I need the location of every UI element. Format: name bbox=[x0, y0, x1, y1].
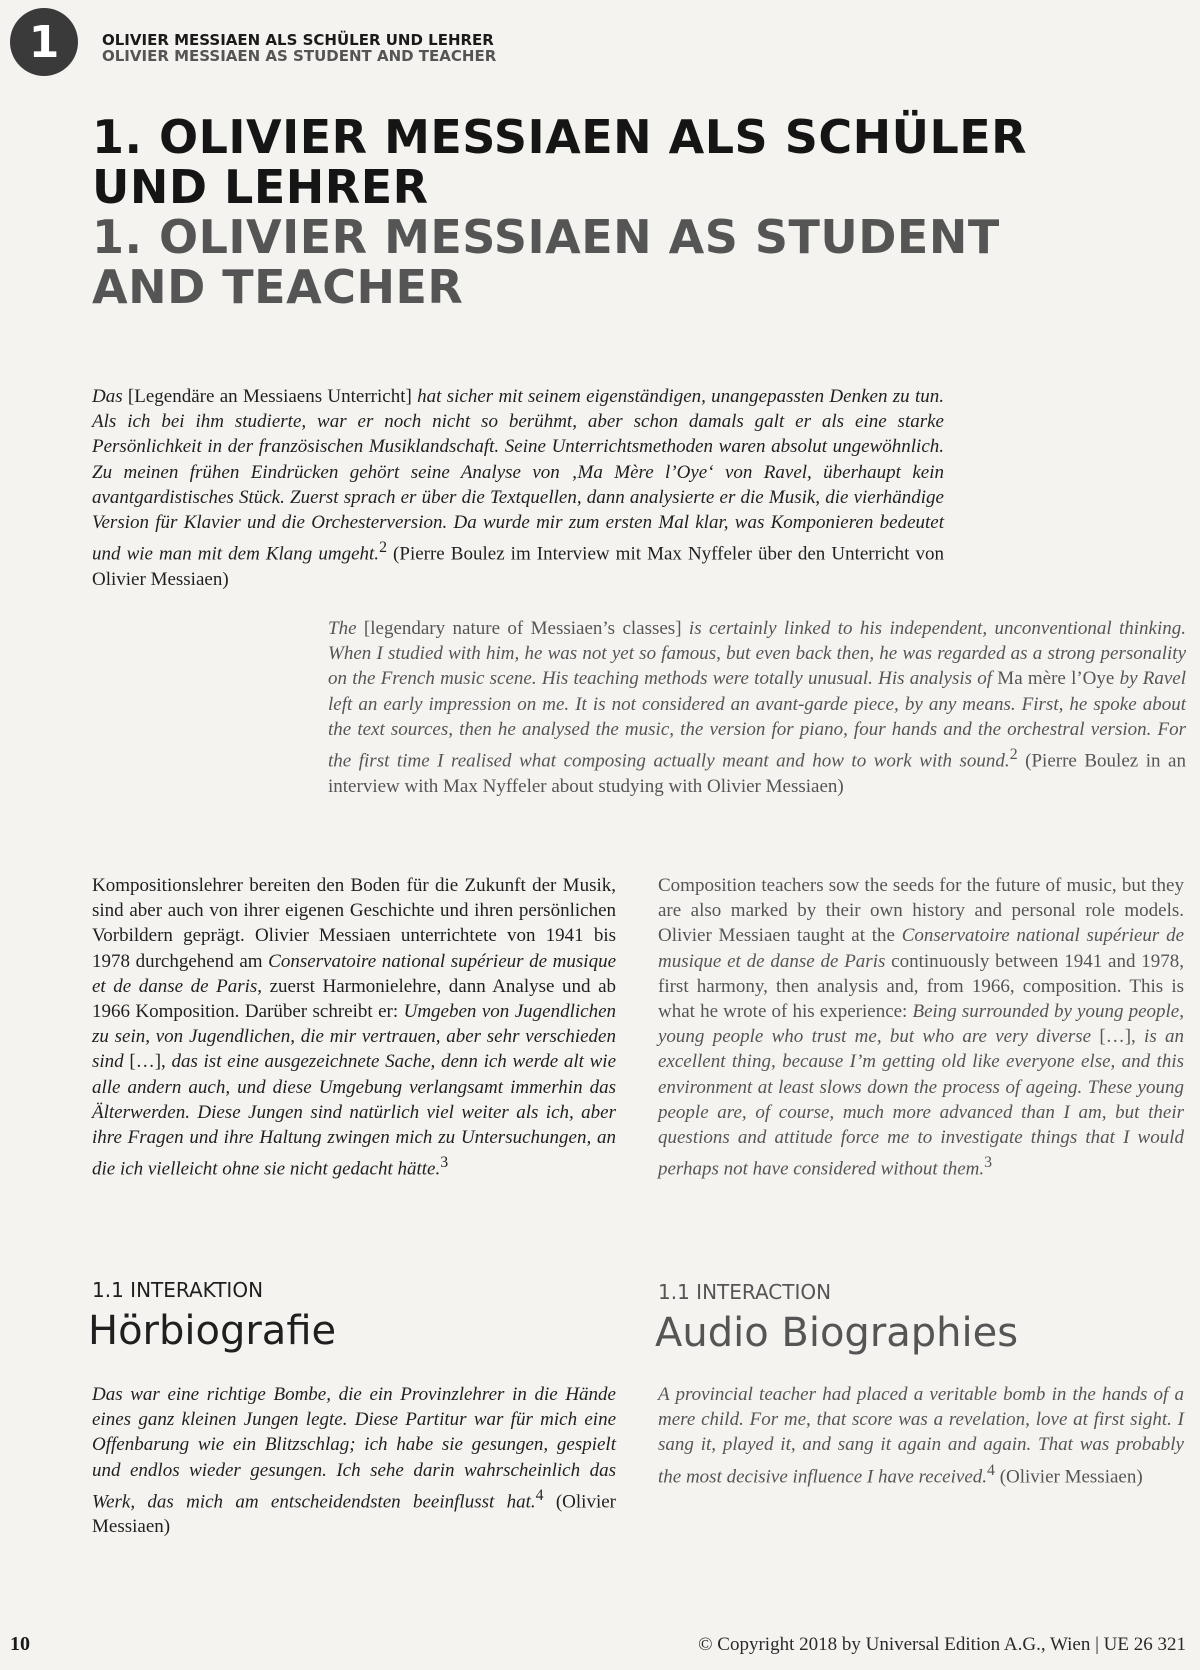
quote-text: Das bbox=[92, 386, 128, 407]
quote-bracket-text: [legendary nature of Messiaen’s classes] bbox=[363, 618, 682, 639]
footnote-mark: 4 bbox=[987, 1461, 995, 1479]
chapter-title-german: 1. OLIVIER MESSIAEN ALS SCHÜLER UND LEHRER bbox=[92, 110, 1028, 214]
footnote-mark: 3 bbox=[984, 1154, 993, 1172]
body-text: Kompositionslehrer bereiten den Boden für die Zukunft der Musik, sind aber auch von ihrer eigenen Geschichte und ihren persönlichen Vorbildern geprägt. Olivier Messiaen unterrichtete von 1941 bis 1978 durchgehend am bbox=[92, 875, 616, 972]
footnote-mark: 3 bbox=[440, 1154, 449, 1172]
chapter-number-badge: 1 bbox=[10, 8, 78, 76]
running-head-english: OLIVIER MESSIAEN AS STUDENT AND TEACHER bbox=[102, 47, 497, 65]
footnote-mark: 2 bbox=[1009, 746, 1018, 764]
institution-name: Conservatoire national supérieur de musique et de danse de Paris bbox=[658, 925, 1184, 972]
ellipsis-text: […], bbox=[1091, 1026, 1145, 1048]
quote-text: by Ravel left an early impression on me. It is not considered an avant-garde piece, by any means. First, he spoke about the text sources, then he analysed the music, the version for piano, four hands and the orchestral version. For the first time I realised what composing actually meant and how to work with sound. bbox=[328, 668, 1187, 772]
quote-attribution: (Olivier Messiaen) bbox=[994, 1465, 1143, 1487]
quote-attribution: (Olivier Messiaen) bbox=[92, 1491, 616, 1538]
quote-text: hat sicher mit seinem eigenständigen, unangepassten Denken zu tun. Als ich bei ihm studierte, war er noch nicht so berühmt, aber schon damals galt er als eine starke Persönlichkeit in der französischen Musiklandschaft. Seine Unterrichtsmethoden waren absolut ungewöhnlich. Zu meinen frühen Eindrücken gehört seine Analyse von ‚Ma Mère l’Oye‘ von Ravel, überhaupt kein avantgardistisches Stück. Zuerst sprach er über die Textquellen, dann analysierte er die Musik, die vierhändige Version für Klavier und die Orchesterversion. Da wurde mir zum ersten Mal klar, was Komponieren bedeutet und wie man mit dem Klang umgeht. bbox=[92, 386, 944, 565]
quote-text: The bbox=[328, 618, 364, 639]
section-label-german: 1.1 INTERAKTION bbox=[92, 1278, 264, 1302]
quote-work-title: Ma mère l’Oye bbox=[997, 668, 1115, 690]
interaction-quote: A provincial teacher had placed a veritable bomb in the hands of a mere child. For me, that score was a revelation, love at first sight. I sang it, played it, and sang it again and again. That was probably the most decisive influence I have received. bbox=[658, 1384, 1184, 1487]
interaction-text-german bbox=[92, 1382, 616, 1540]
interaction-quote: Das war eine richtige Bombe, die ein Provinzlehrer in die Hände eines ganz kleinen Jungen legte. Diese Partitur war für mich eine Offenbarung wie ein Blitzschlag; ich habe sie gesungen, gespielt und endlos wieder gesungen. Ich sehe darin wahrscheinlich das Werk, das mich am entscheidendsten beeinflusst hat. bbox=[92, 1384, 616, 1513]
boulez-quote-english bbox=[328, 616, 1186, 799]
footnote-mark: 2 bbox=[379, 539, 387, 557]
ellipsis-text: […], bbox=[123, 1051, 172, 1073]
page-number: 10 bbox=[10, 1633, 30, 1655]
section-title-english: Audio Biographies bbox=[655, 1310, 1019, 1356]
quote-bracket-text: [Legendäre an Messiaens Unterricht] bbox=[127, 386, 412, 407]
footnote-mark: 4 bbox=[535, 1486, 544, 1504]
institution-name: Conservatoire national supérieur de musique et de danse de Paris bbox=[92, 950, 616, 997]
body-text: , zuerst Harmonielehre, dann Analyse und ab 1966 Komposition. Darüber schreibt er: bbox=[92, 975, 617, 1023]
section-label-english: 1.1 INTERACTION bbox=[658, 1280, 832, 1304]
section-title-german: Hörbiografie bbox=[88, 1308, 337, 1354]
messiaen-quote: is an excellent thing, because I’m getting old like everyone else, and this environment at least slows down the process of ageing. These young people are, of course, much more advanced than I am, but their questions and attitude force me to investigate things that I would perhaps not have considered without them. bbox=[658, 1026, 1184, 1180]
interaction-text-english bbox=[658, 1382, 1184, 1489]
quote-attribution: (Pierre Boulez im Interview mit Max Nyffeler über den Unterricht von Olivier Messiaen) bbox=[92, 543, 944, 590]
messiaen-quote: Being surrounded by young people, young people who trust me, but who are very diverse bbox=[658, 1001, 1184, 1048]
body-text: Composition teachers sow the seeds for the future of music, but they are also marked by their own history and personal role models. Olivier Messiaen taught at the bbox=[658, 875, 1184, 947]
body-text: continuously between 1941 and 1978, first harmony, then analysis and, from 1966, composition. This is what he wrote of his experience: bbox=[658, 950, 1184, 1023]
body-paragraph-german bbox=[92, 873, 616, 1182]
quote-attribution: (Pierre Boulez in an interview with Max Nyffeler about studying with Olivier Messiaen) bbox=[328, 750, 1186, 797]
messiaen-quote: das ist eine ausgezeichnete Sache, denn ich werde alt wie alle andern auch, und diese Umgebung verlangsamt immerhin das Älterwerden. Diese Jungen sind natürlich viel weiter als ich, aber ihre Fragen und ihre Haltung zwingen mich zu Untersuchungen, an die ich vielleicht ohne sie nicht gedacht hätte. bbox=[92, 1051, 616, 1180]
chapter-title-english: 1. OLIVIER MESSIAEN AS STUDENT AND TEACHER bbox=[92, 210, 1000, 314]
running-head-german: OLIVIER MESSIAEN ALS SCHÜLER UND LEHRER bbox=[102, 31, 494, 49]
body-paragraph-english bbox=[658, 873, 1184, 1182]
quote-text: is certainly linked to his independent, unconventional thinking. When I studied with him, he was not yet so famous, but even back then, he was regarded as a strong personality on the French music scene. His teaching methods were totally unusual. His analysis of bbox=[328, 618, 1187, 690]
messiaen-quote: Umgeben von Jugendlichen zu sein, von Jugendlichen, die mir vertrauen, aber sehr verschieden sind bbox=[92, 1001, 616, 1073]
copyright-notice: © Copyright 2018 by Universal Edition A.G., Wien | UE 26 321 bbox=[698, 1634, 1186, 1655]
boulez-quote-german bbox=[92, 384, 944, 592]
